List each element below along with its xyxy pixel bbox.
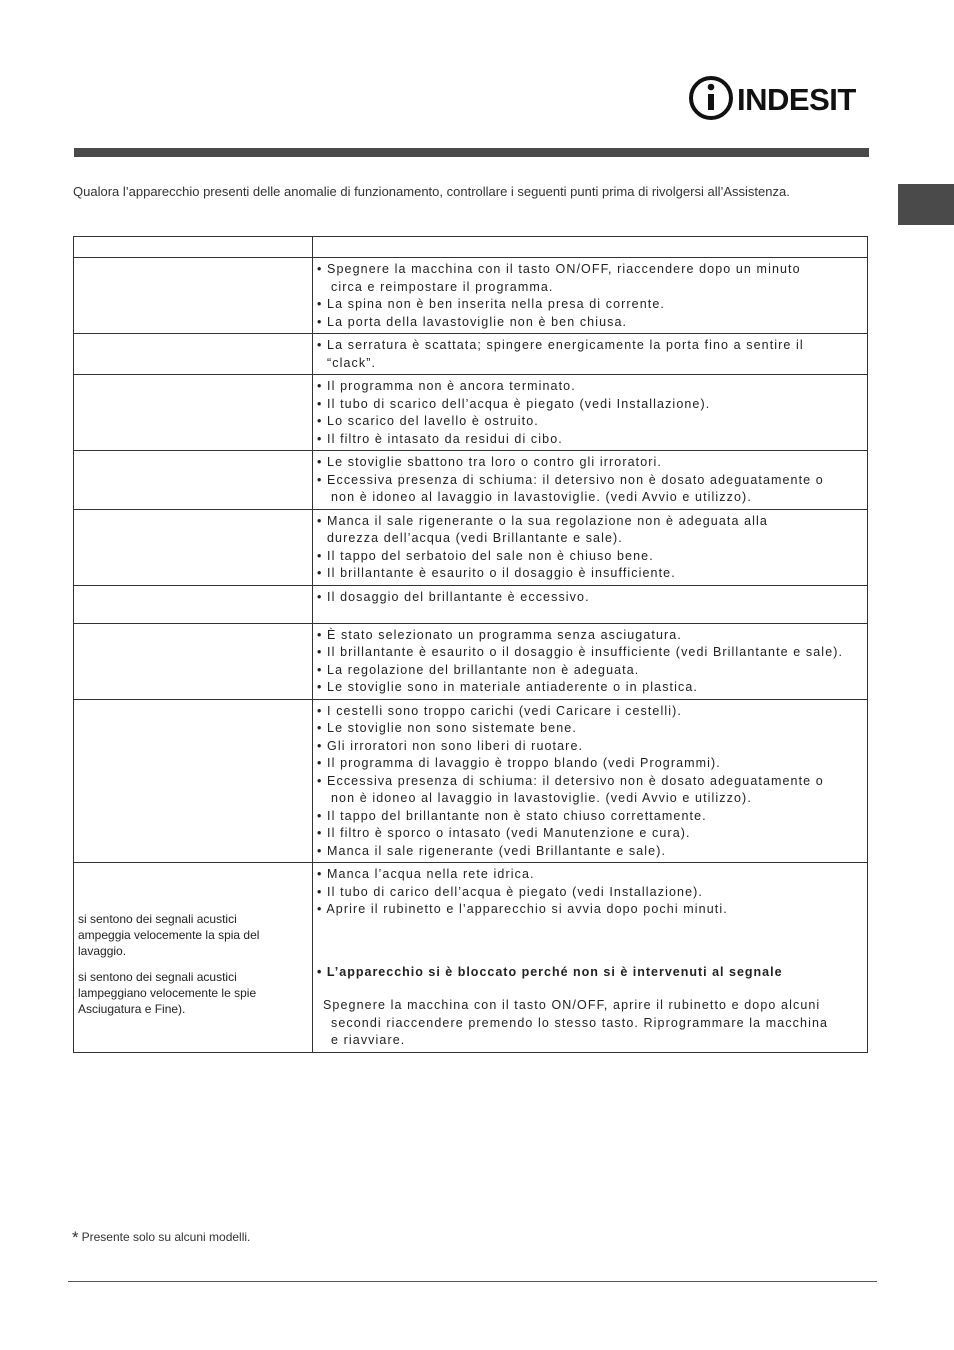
solution-cell	[313, 623, 868, 699]
solution-line: durezza dell’acqua (vedi Brillantante e sale).	[327, 531, 623, 545]
header-cell-solution	[313, 237, 868, 258]
solution-line: • Il tubo di scarico dell’acqua è piegato (vedi Installazione).	[317, 396, 711, 411]
table-header-row	[74, 237, 868, 258]
brand-wordmark: INDESIT	[737, 82, 856, 117]
table-row	[74, 623, 868, 699]
solution-line: • Le stoviglie sono in materiale antiaderente o in plastica.	[317, 680, 698, 694]
solution-line: • Il filtro è sporco o intasato (vedi Manutenzione e cura).	[317, 826, 691, 840]
problem-cell	[74, 334, 313, 375]
solution-line: • Eccessiva presenza di schiuma: il detersivo non è dosato adeguatamente o	[317, 472, 824, 487]
solution-line: “clack”.	[327, 355, 377, 370]
solution-line: • Il filtro è intasato da residui di cibo.	[317, 431, 563, 446]
intro-text: Qualora l’apparecchio presenti delle anomalie di funzionamento, controllare i seguenti punti prima di rivolgersi all’Assistenza.	[73, 184, 790, 199]
solution-cell	[313, 334, 868, 375]
footer-rule	[68, 1281, 877, 1282]
solution-line: • Il programma di lavaggio è troppo blando (vedi Programmi).	[317, 756, 721, 770]
solution-line: secondi riaccendere premendo lo stesso tasto. Riprogrammare la macchina	[331, 1015, 829, 1030]
solution-line: • Il dosaggio del brillantante è eccessivo.	[317, 589, 590, 604]
problem-cell	[74, 699, 313, 863]
table-row	[74, 863, 868, 1053]
solution-line: • I cestelli sono troppo carichi (vedi Caricare i cestelli).	[317, 703, 682, 718]
solution-line: e riavviare.	[331, 1033, 406, 1047]
problem-cell	[74, 451, 313, 510]
solution-cell	[313, 375, 868, 451]
solution-line: • Manca il sale rigenerante (vedi Brillantante e sale).	[317, 843, 667, 858]
solution-line: • Il tappo del serbatoio del sale non è chiuso bene.	[317, 548, 654, 563]
solution-line: • Eccessiva presenza di schiuma: il detersivo non è dosato adeguatamente o	[317, 773, 824, 788]
problem-cell	[74, 375, 313, 451]
solution-cell	[313, 451, 868, 510]
solution-line: • Aprire il rubinetto e l’apparecchio si avvia dopo pochi minuti.	[317, 902, 728, 916]
problem-cell	[74, 258, 313, 334]
footnote	[72, 1228, 250, 1248]
table-row	[74, 585, 868, 623]
solution-line: • Il brillantante è esaurito o il dosaggio è insufficiente.	[317, 566, 676, 580]
problem-cell	[74, 585, 313, 623]
problem-cell	[74, 623, 313, 699]
solution-line: Spegnere la macchina con il tasto ON/OFF, aprire il rubinetto e dopo alcuni	[323, 998, 821, 1012]
table-row	[74, 375, 868, 451]
solution-line: • Manca il sale rigenerante o la sua regolazione non è adeguata alla	[317, 513, 768, 528]
header-rule	[74, 148, 869, 157]
header-cell-problem	[74, 237, 313, 258]
solution-cell	[313, 863, 868, 1053]
solution-line: • Manca l’acqua nella rete idrica.	[317, 867, 535, 881]
solution-line: • Spegnere la macchina con il tasto ON/OFF, riaccendere dopo un minuto	[317, 262, 801, 276]
table-row	[74, 451, 868, 510]
solution-cell	[313, 585, 868, 623]
solution-line: • Il tubo di carico dell’acqua è piegato (vedi Installazione).	[317, 884, 703, 899]
indesit-logo	[689, 74, 869, 122]
table-row	[74, 258, 868, 334]
solution-line: circa e reimpostare il programma.	[331, 279, 554, 294]
solution-line: • La regolazione del brillantante non è adeguata.	[317, 662, 640, 677]
solution-cell	[313, 509, 868, 585]
footnote-mark: *	[72, 1228, 79, 1247]
language-tab-marker	[898, 184, 954, 225]
problem-note: si sentono dei segnali acustici ampeggia velocemente la spia del lavaggio.	[78, 912, 260, 958]
solution-line: • Le stoviglie sbattono tra loro o contro gli irroratori.	[317, 455, 662, 469]
table-row	[74, 334, 868, 375]
problem-cell	[74, 863, 313, 1053]
solution-cell	[313, 258, 868, 334]
solution-line: • Le stoviglie non sono sistemate bene.	[317, 721, 577, 735]
solution-line-emphasis: • L’apparecchio si è bloccato perché non si è intervenuti al segnale	[317, 964, 783, 979]
solution-line: • La spina non è ben inserita nella presa di corrente.	[317, 297, 665, 311]
spacer	[317, 919, 863, 964]
problem-notes	[74, 863, 312, 1017]
table-row	[74, 699, 868, 863]
solution-cell	[313, 699, 868, 863]
solution-line: • La serratura è scattata; spingere energicamente la porta fino a sentire il	[317, 338, 804, 352]
solution-line: • È stato selezionato un programma senza asciugatura.	[317, 627, 682, 642]
solution-line: • Il programma non è ancora terminato.	[317, 379, 576, 393]
table-row	[74, 509, 868, 585]
solution-line: • Gli irroratori non sono liberi di ruotare.	[317, 738, 584, 753]
problem-note: si sentono dei segnali acustici lampeggiano velocemente le spie Asciugatura e Fine).	[78, 970, 257, 1016]
footnote-text: Presente solo su alcuni modelli.	[81, 1230, 251, 1244]
solution-line: non è idoneo al lavaggio in lavastoviglie. (vedi Avvio e utilizzo).	[331, 791, 752, 805]
indesit-logo-mark	[689, 74, 869, 122]
solution-line: • Lo scarico del lavello è ostruito.	[317, 414, 539, 428]
spacer	[317, 981, 863, 997]
solution-line: • La porta della lavastoviglie non è ben chiusa.	[317, 314, 628, 329]
solution-line: • Il tappo del brillantante non è stato chiuso correttamente.	[317, 808, 707, 823]
solution-line: non è idoneo al lavaggio in lavastoviglie. (vedi Avvio e utilizzo).	[331, 490, 752, 504]
problem-cell	[74, 509, 313, 585]
troubleshooting-table	[73, 236, 868, 1053]
solution-line: • Il brillantante è esaurito o il dosaggio è insufficiente (vedi Brillantante e sale).	[317, 645, 844, 659]
